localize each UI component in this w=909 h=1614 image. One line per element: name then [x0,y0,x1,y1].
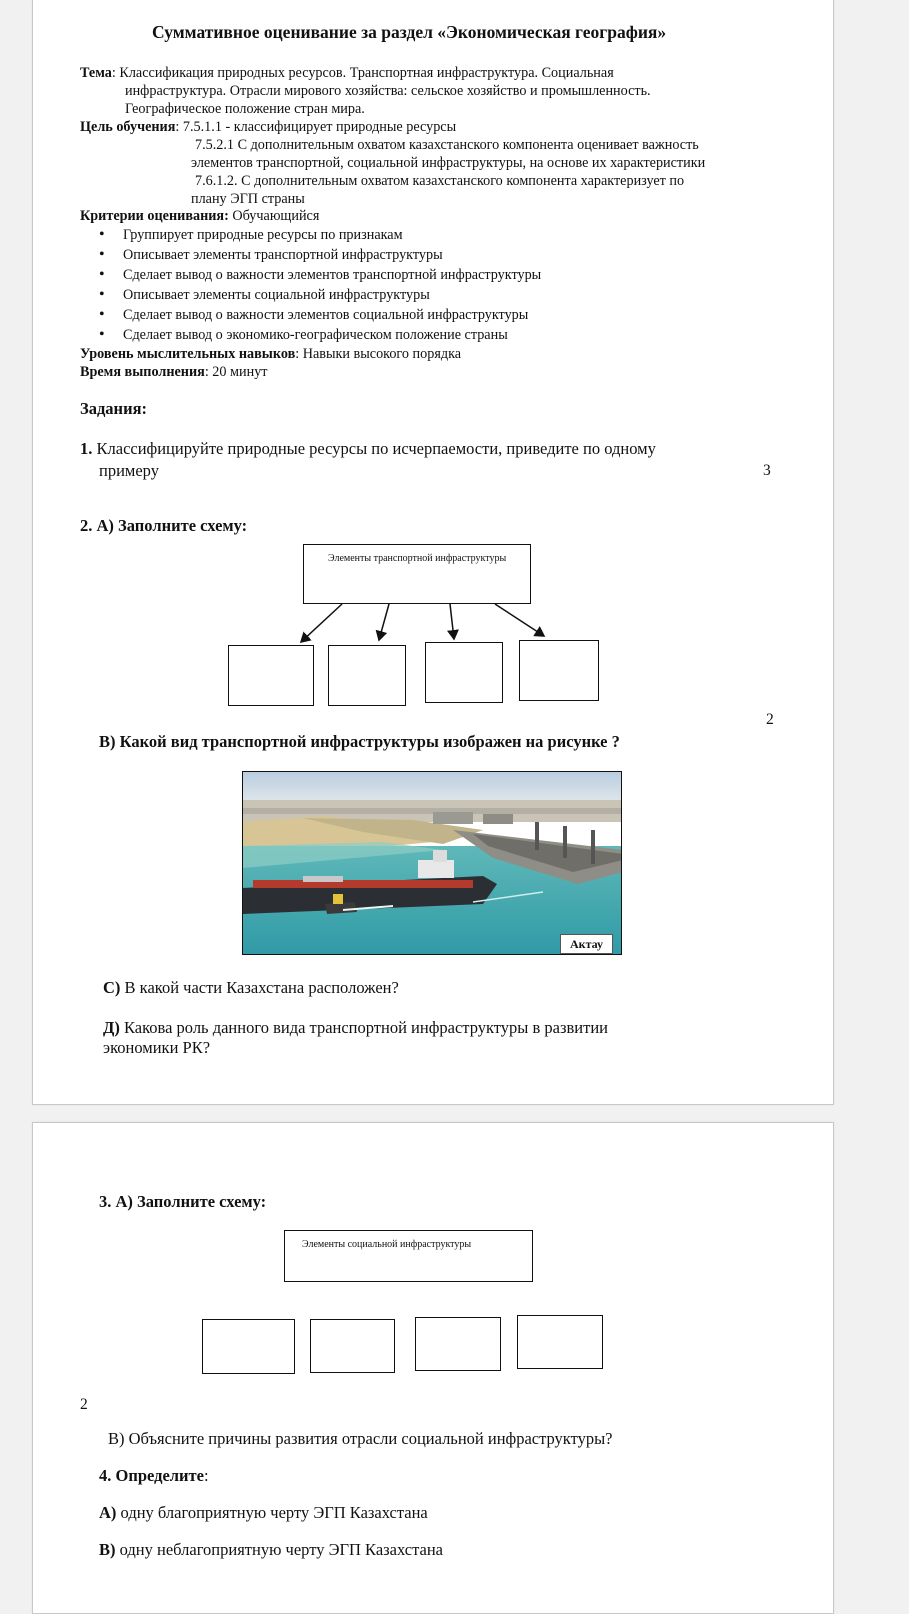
task-3b-question: В) Объясните причины развития отрасли социальной инфраструктуры? [108,1429,613,1448]
criteria-item: • Описывает элементы социальной инфраструктуры [81,285,541,305]
task-4b-question: В) одну неблагоприятную черту ЭГП Казахстана [99,1540,443,1559]
goal-line-4: 7.6.1.2. С дополнительным охватом казахстанского компонента характеризует по [195,173,685,189]
task-2d-line-2: экономики РК? [103,1038,211,1057]
transport-answer-box-2[interactable] [328,645,406,706]
task-2-heading: 2. А) Заполните схему: [80,516,248,535]
criteria-item: • Сделает вывод о важности элементов транспортной инфраструктуры [81,265,541,285]
arrow [379,604,389,640]
social-answer-box-3[interactable] [415,1317,501,1371]
social-answer-box-2[interactable] [310,1319,395,1373]
task-1-line-2: примеру [99,461,159,480]
task-4-heading: 4. Определите: [99,1466,209,1485]
transport-answer-box-1[interactable] [228,645,314,706]
task-2d-line-1: Д) Какова роль данного вида транспортной инфраструктуры в развитии [103,1018,608,1037]
transport-answer-box-3[interactable] [425,642,503,703]
task-3-score: 2 [80,1396,88,1413]
goal-line-3: элементов транспортной, социальной инфраструктуры, на основе их характеристики [191,155,706,171]
criteria-item: • Сделает вывод о экономико-географическом положение страны [81,325,541,345]
goal-line-1: Цель обучения: 7.5.1.1 - классифицирует природные ресурсы [80,119,457,135]
task-2-score: 2 [766,711,774,728]
arrow [495,604,544,636]
goal-label: Цель обучения [80,119,176,135]
photo-caption: Актау [560,934,613,954]
task-1-line-1: 1. Классифицируйте природные ресурсы по исчерпаемости, приведите по одному [80,439,656,458]
task-2b-question: В) Какой вид транспортной инфраструктуры изображен на рисунке ? [99,732,620,751]
transport-answer-box-4[interactable] [519,640,599,701]
social-answer-box-4[interactable] [517,1315,603,1369]
criteria-heading: Критерии оценивания: Обучающийся [80,208,320,224]
document-page-1 [32,0,834,1105]
thinking-level: Уровень мыслительных навыков: Навыки высокого порядка [80,346,462,362]
port-illustration [243,772,622,955]
criteria-item: • Описывает элементы транспортной инфраструктуры [81,245,541,265]
topic-label: Тема [80,65,112,81]
criteria-item: • Группирует природные ресурсы по признакам [81,225,541,245]
document-title: Суммативное оценивание за раздел «Экономическая география» [152,22,667,42]
topic-line-3: Географическое положение стран мира. [125,101,365,117]
time-limit: Время выполнения: 20 минут [80,364,268,380]
goal-line-2: 7.5.2.1 С дополнительным охватом казахстанского компонента оценивает важность [195,137,699,153]
criteria-item: • Сделает вывод о важности элементов социальной инфраструктуры [81,305,541,325]
arrow [301,604,342,642]
topic-line-1: Тема: Классификация природных ресурсов. Транспортная инфраструктура. Социальная [80,65,614,81]
arrow [450,604,454,639]
topic-line-2: инфраструктура. Отрасли мирового хозяйства: сельское хозяйство и промышленность. [125,83,651,99]
task-4a-question: А) одну благоприятную черту ЭГП Казахстана [99,1503,428,1522]
document-page-2 [32,1122,834,1614]
aktau-port-photo [242,771,622,955]
task-3-heading: 3. А) Заполните схему: [99,1192,267,1211]
social-answer-box-1[interactable] [202,1319,295,1374]
task-2c-question: С) В какой части Казахстана расположен? [103,978,399,997]
goal-line-5: плану ЭГП страны [191,191,305,207]
transport-scheme-title: Элементы транспортной инфраструктуры [328,553,507,564]
social-scheme-main-box [284,1230,533,1282]
task-1-score: 3 [763,462,771,479]
tasks-heading: Задания: [80,399,147,418]
social-scheme-title: Элементы социальной инфраструктуры [302,1239,472,1250]
